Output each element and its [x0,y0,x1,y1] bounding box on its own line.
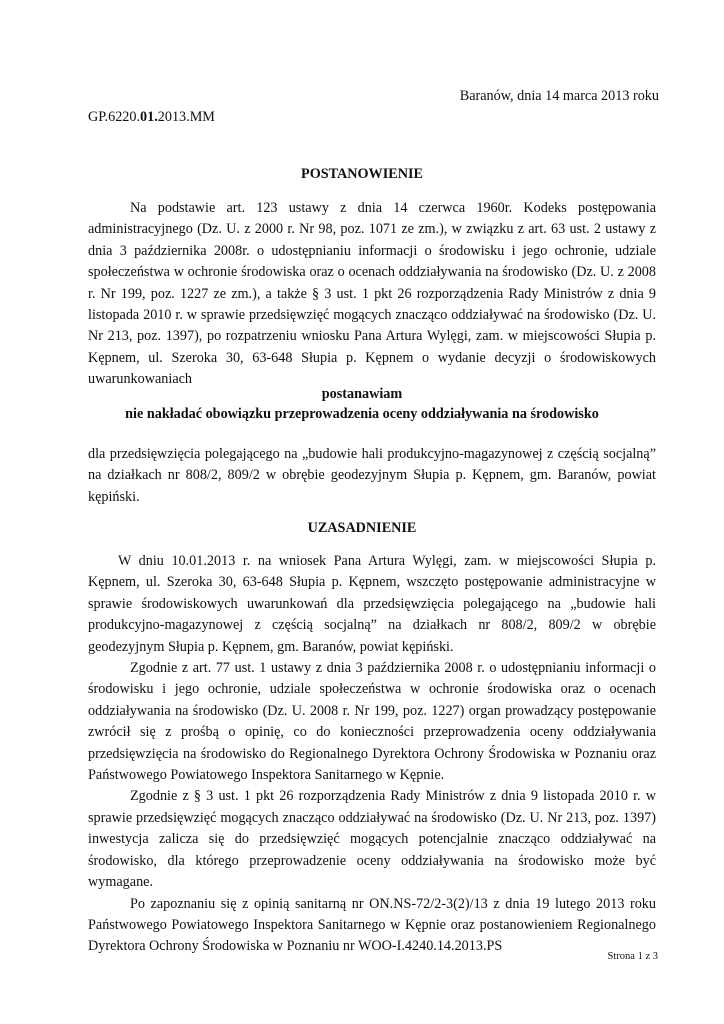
justification-paragraph: Po zapoznaniu się z opinią sanitarną nr ON.NS-72/2-3(2)/13 z dnia 19 lutego 2013 roku Państwowego Powiatowego Inspektora Sanitarnego w Kępnie oraz postanowieniem Regionalnego Dyrektora Ochrony Środowiska w Poznaniu nr WOO-I.4240.14.2013.PS [88,895,656,955]
intro-text: Na podstawie art. 123 ustawy z dnia 14 czerwca 1960r. Kodeks postępowania administracyjnego (Dz. U. z 2000 r. Nr 98, poz. 1071 ze zm.), w związku z art. 63 ust. 2 ustawy z dnia 3 października 2008r. o udostępnianiu informacji o środowisku i jego ochronie, udziale społeczeństwa w ochronie środowiska oraz o ocenach oddziaływania na środowisko (Dz. U. z 2008 r. Nr 199, poz. 1227 ze zm.), a także § 3 ust. 1 pkt 26 rozporządzenia Rady Ministrów z dnia 9 listopada 2010 r. w sprawie przedsięwzięć mogących znacząco oddziaływać na środowisko (Dz. U. Nr 213, poz. 1397), po rozpatrzeniu wniosku Pana Artura Wylęgi, zam. w miejscowości Słupia p. Kępnem, ul. Szeroka 30, 63-648 Słupia p. Kępnem o wydanie decyzji o środowiskowych uwarunkowaniach [88,200,656,388]
reference-bold: 01. [140,109,158,125]
decision-line-2: nie nakładać obowiązku przeprowadzenia oceny oddziaływania na środowisko [125,406,599,422]
decision-text: dla przedsięwzięcia polegającego na „budowie hali produkcyjno-magazynowej z częścią socjalną” na działkach nr 808/2, 809/2 w obrębie geodezyjnym Słupia p. Kępnem, gm. Baranów, powiat kępiński. [88,446,656,505]
page-number: Strona 1 z 3 [607,951,658,962]
intro-paragraph [88,198,656,391]
decision-line-1: postanawiam [321,386,403,402]
reference-suffix: 2013.MM [157,109,215,125]
reference-number [88,109,215,126]
justification-title: UZASADNIENIE [307,520,417,536]
place-date: Baranów, dnia 14 marca 2013 roku [459,88,659,104]
justification-paragraph: Zgodnie z § 3 ust. 1 pkt 26 rozporządzenia Rady Ministrów z dnia 9 listopada 2010 r. w sprawie przedsięwzięć mogących znacząco oddziaływać na środowisko (Dz. U. Nr 213, poz. 1397) inwestycja zalicza się do przedsięwzięć mogących potencjalnie znacząco oddziaływać na środowisko, dla którego przeprowadzenie oceny oddziaływania na środowisko może być wymagane. [88,788,656,891]
reference-prefix: GP.6220. [88,109,141,125]
document-title: POSTANOWIENIE [301,166,423,182]
justification-paragraph: Zgodnie z art. 77 ust. 1 ustawy z dnia 3 października 2008 r. o udostępnianiu informacji o środowisku i jego ochronie, udziale społeczeństwa w ochronie środowiska oraz o ocenach oddziaływania na środowisko (Dz. U. 2008 r. Nr 199, poz. 1227) organ prowadzący postępowanie zwrócił się z prośbą o opinię, co do konieczności przeprowadzenia oceny oddziaływania przedsięwzięcia na środowisko do Regionalnego Dyrektora Ochrony Środowiska w Poznaniu oraz Państwowego Powiatowego Inspektora Sanitarnego w Kępnie. [88,660,656,784]
justification-body [88,551,656,958]
decision-paragraph [88,444,656,508]
justification-paragraph: W dniu 10.01.2013 r. na wniosek Pana Artura Wylęgi, zam. w miejscowości Słupia p. Kępnem, ul. Szeroka 30, 63-648 Słupia p. Kępnem, wszczęto postępowanie administracyjne w sprawie środowiskowych uwarunkowań dla przedsięwzięcia polegającego na „budowie hali produkcyjno-magazynowej z częścią socjalną” na działkach nr 808/2, 809/2 w obrębie geodezyjnym Słupia p. Kępnem, gm. Baranów, powiat kępiński. [88,553,656,655]
